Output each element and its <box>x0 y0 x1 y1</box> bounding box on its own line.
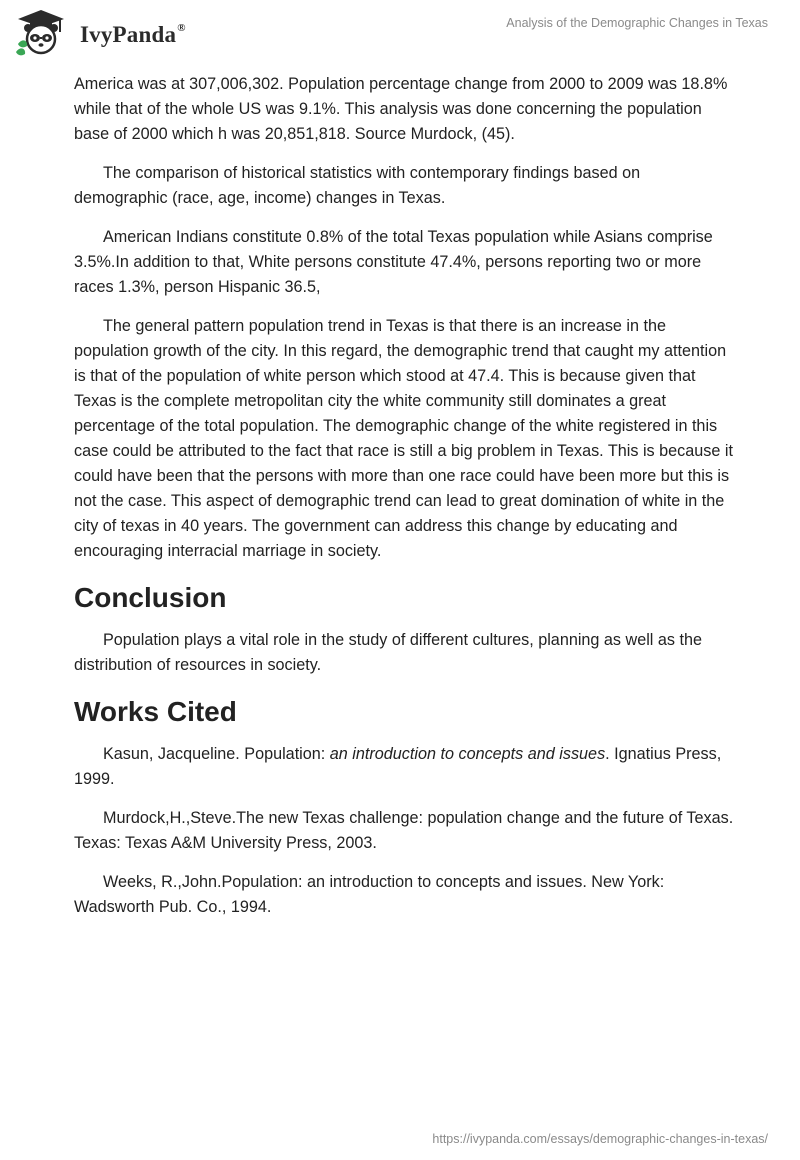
citation-weeks: Weeks, R.,John.Population: an introduction to concepts and issues. New York: Wadsworth Pub. Co., 1994. <box>74 873 665 916</box>
page-header <box>0 0 800 66</box>
citation-kasun-publisher: . Ignatius Press, 1999. <box>74 745 722 788</box>
panda-graduate-icon <box>14 8 70 58</box>
running-title: Analysis of the Demographic Changes in Texas <box>506 16 768 30</box>
paragraph-race-breakdown: American Indians constitute 0.8% of the total Texas population while Asians comprise 3.5%.In addition to that, White persons constitute 47.4%, persons reporting two or more races 1.3%, person Hispanic 36.5, <box>74 228 713 296</box>
citation-kasun <box>74 742 734 792</box>
registered-mark: ® <box>177 22 186 35</box>
brand-text: IvyPanda <box>80 22 177 47</box>
citation-murdock: Murdock,H.,Steve.The new Texas challenge: population change and the future of Texas. Texas: Texas A&M University Press, 2003. <box>74 809 734 852</box>
paragraph-population-trend: The general pattern population trend in Texas is that there is an increase in the population growth of the city. In this regard, the demographic trend that caught my attention is that of the population of white person which stood at 47.4. This is because given that Texas is the complete metropolitan city the white community still dominates a great percentage of the total population. The demographic change of the white registered in this case could be attributed to the fact that race is still a big problem in Texas. This is because it could have been that the persons with more than one race could have been more but this is not the case. This aspect of demographic trend can lead to great domination of white in the city of texas in 40 years. The government can address this change by educating and encouraging interracial marriage in society. <box>74 317 733 560</box>
essay-content <box>74 72 734 934</box>
paragraph-comparison: The comparison of historical statistics with contemporary findings based on demographic (race, age, income) changes in Texas. <box>74 164 641 207</box>
conclusion-heading: Conclusion <box>74 582 227 613</box>
conclusion-paragraph: Population plays a vital role in the study of different cultures, planning as well as the distribution of resources in society. <box>74 631 702 674</box>
citation-kasun-title: an introduction to concepts and issues <box>329 745 606 763</box>
citation-kasun-author: Kasun, Jacqueline. Population: <box>103 745 330 763</box>
footer-url-link[interactable]: https://ivypanda.com/essays/demographic-changes-in-texas/ <box>432 1132 768 1146</box>
brand-name <box>80 22 186 48</box>
ivypanda-logo[interactable] <box>14 8 214 58</box>
paragraph-population-stats: America was at 307,006,302. Population percentage change from 2000 to 2009 was 18.8% while that of the whole US was 9.1%. This analysis was done concerning the population base of 2000 which h was 20,851,818. Source Murdock, (45). <box>74 75 728 143</box>
works-cited-heading: Works Cited <box>74 696 237 727</box>
